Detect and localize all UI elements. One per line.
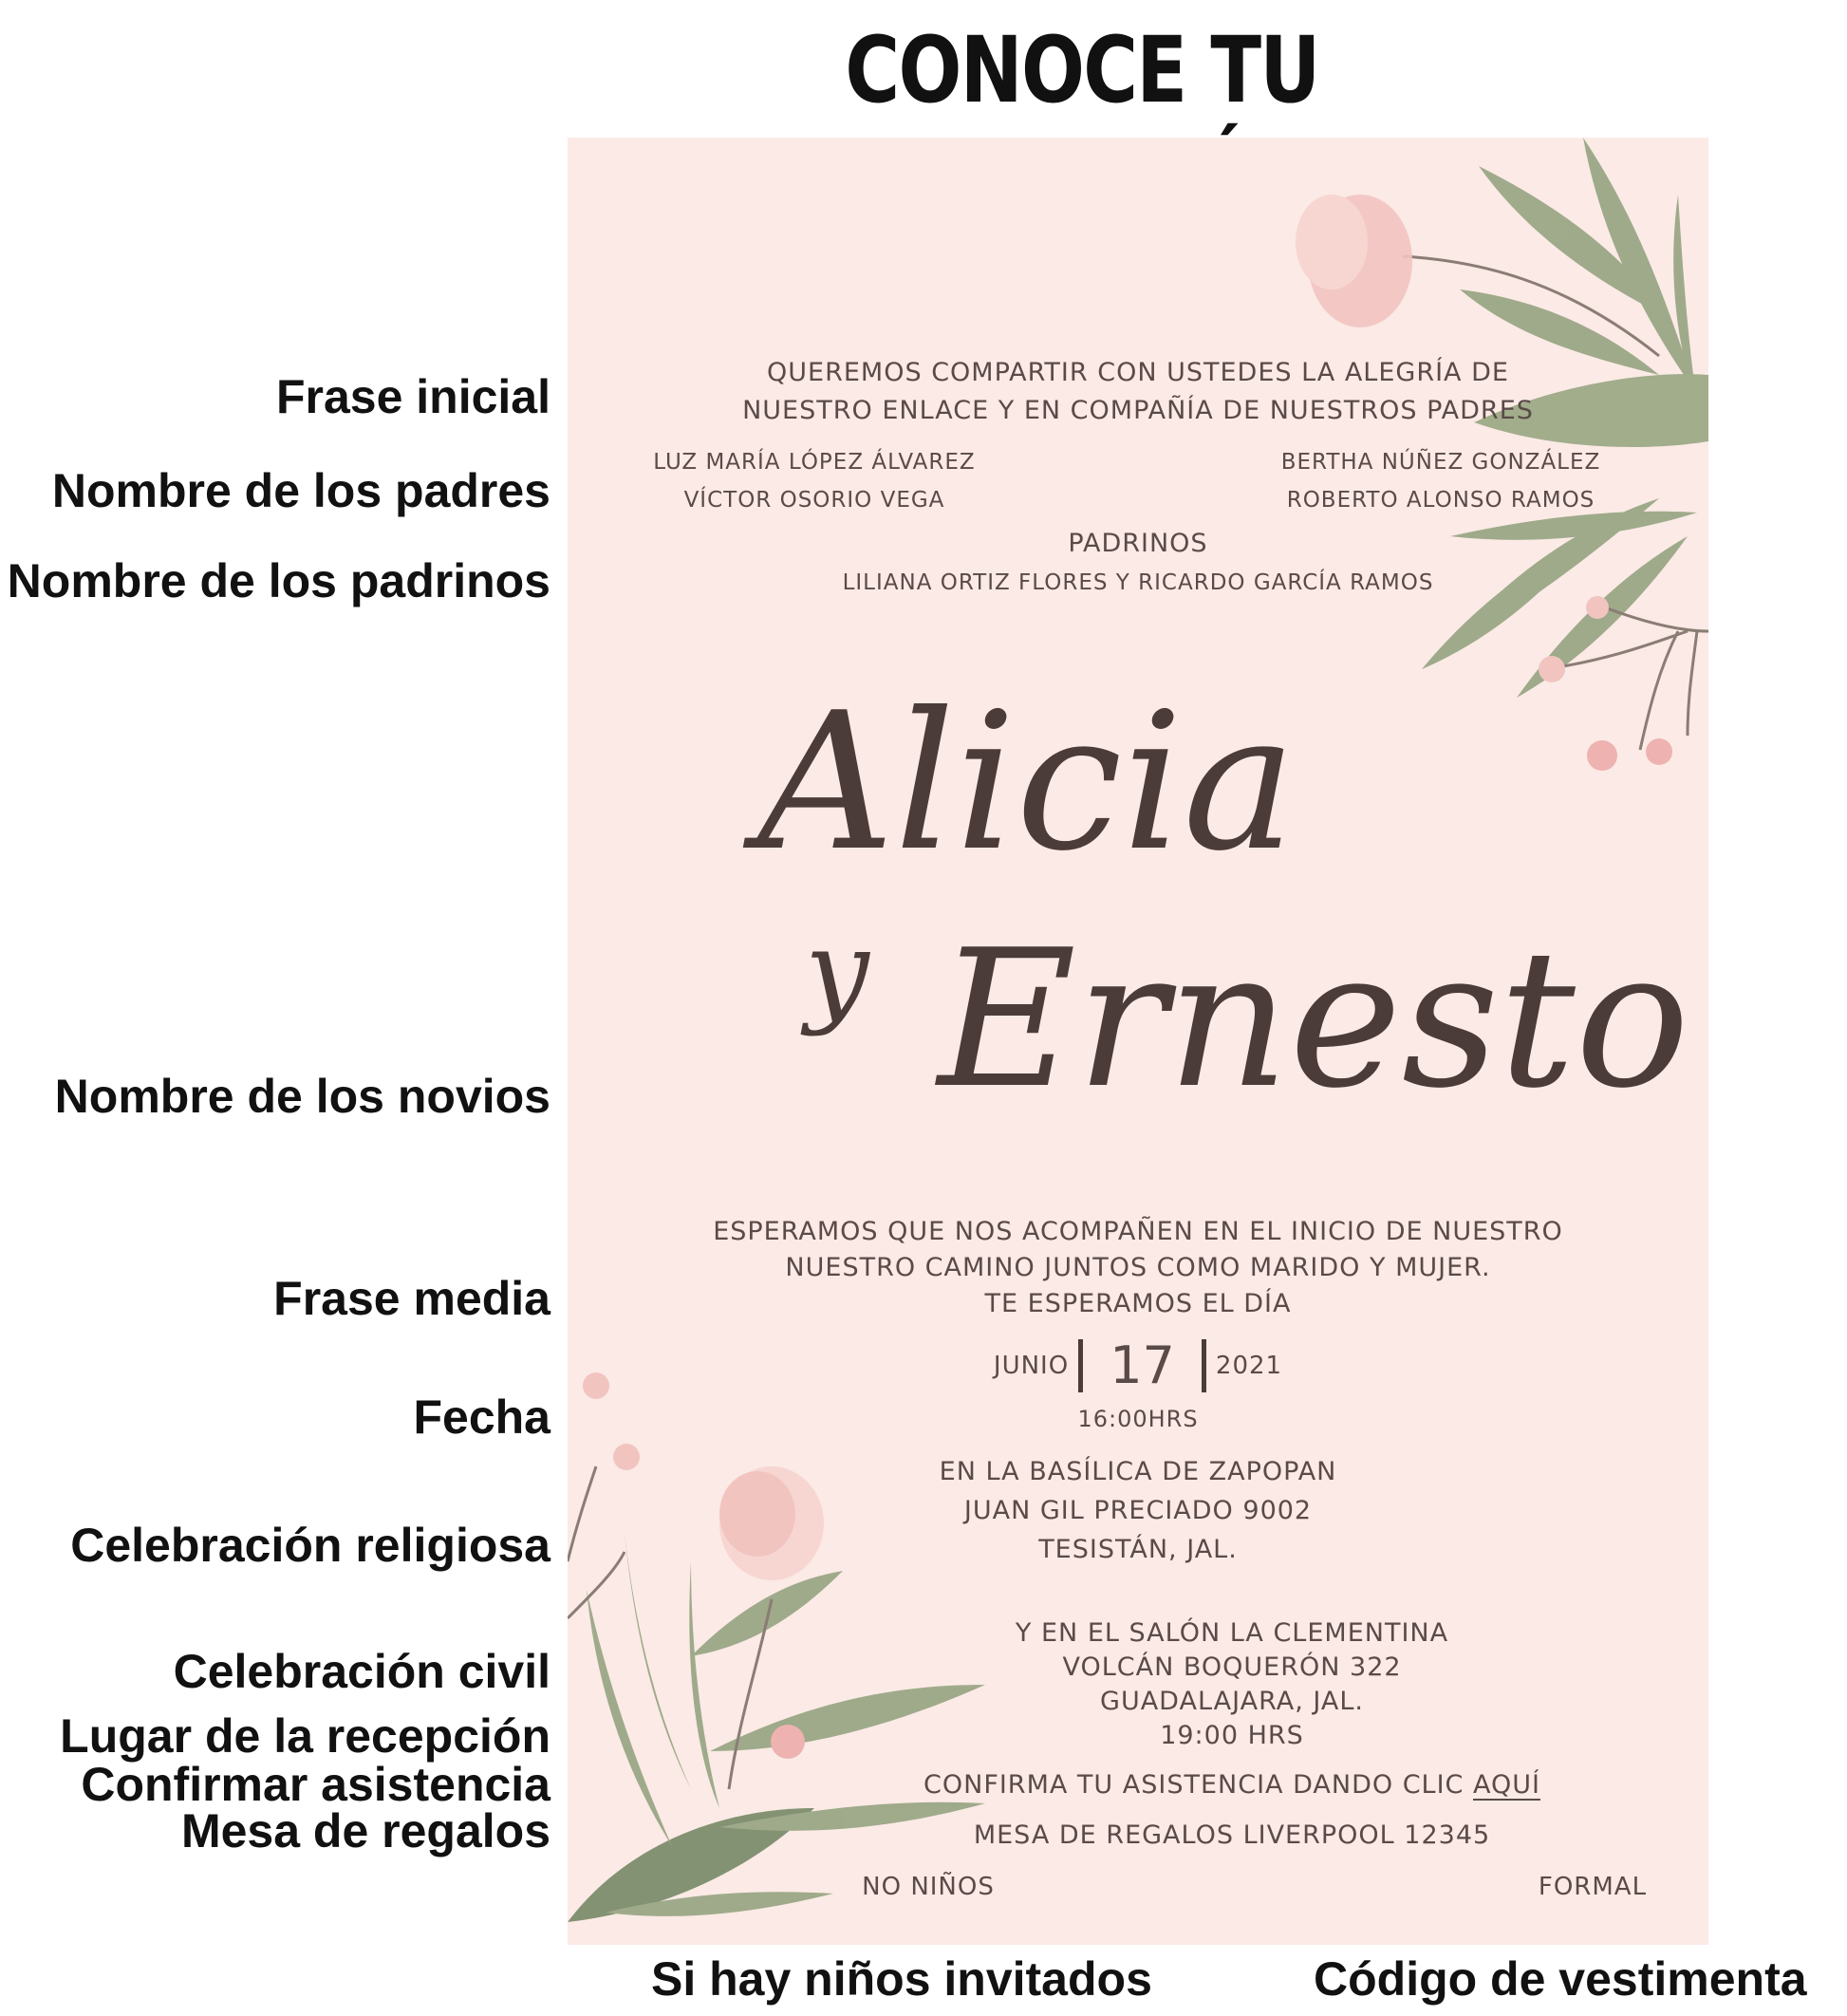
groom-name: Ernesto: [938, 909, 1690, 1130]
church-info: [568, 1452, 1708, 1569]
middle-line-1: ESPERAMOS QUE NOS ACOMPAÑEN EN EL INICIO DE NUESTRO: [713, 1217, 1563, 1246]
date-divider: [1202, 1339, 1206, 1392]
rsvp-link[interactable]: AQUÍ: [1473, 1770, 1540, 1800]
reception-info: [852, 1616, 1612, 1753]
reception-line-2: VOLCÁN BOQUERÓN 322: [1062, 1652, 1402, 1682]
invitation-card: [568, 138, 1708, 1945]
label-frase-inicial: Frase inicial: [275, 370, 550, 423]
label-lugar-recepcion: Lugar de la recepción: [60, 1709, 550, 1763]
padrinos-heading: PADRINOS: [1068, 529, 1208, 558]
reception-line-4: 19:00 HRS: [1160, 1721, 1304, 1750]
label-celebracion-civil: Celebración civil: [173, 1645, 550, 1698]
label-vestimenta: Código de vestimenta: [1314, 1952, 1807, 2006]
label-fecha: Fecha: [413, 1391, 550, 1444]
padrinos-names: LILIANA ORTIZ FLORES Y RICARDO GARCÍA RAMOS: [842, 570, 1434, 595]
intro-phrase: [568, 354, 1708, 430]
parent-name: VÍCTOR OSORIO VEGA: [683, 488, 945, 513]
intro-line-1: QUEREMOS COMPARTIR CON USTEDES LA ALEGRÍA DE: [767, 358, 1509, 387]
date-row: [568, 1335, 1708, 1395]
parents-right: [1251, 443, 1631, 519]
label-confirmar-asistencia: Confirmar asistencia: [81, 1758, 550, 1811]
parent-name: BERTHA NÚÑEZ GONZÁLEZ: [1280, 450, 1601, 475]
church-line-3: TESISTÁN, JAL.: [1038, 1535, 1238, 1564]
page-title: CONOCE TU: [845, 17, 1319, 123]
names-connector: y: [805, 906, 869, 1038]
reception-line-3: GUADALAJARA, JAL.: [1100, 1687, 1364, 1716]
parent-name: ROBERTO ALONSO RAMOS: [1286, 488, 1595, 513]
label-nombre-padres: Nombre de los padres: [51, 464, 550, 517]
bride-name: Alicia: [757, 672, 1297, 893]
gift-registry: MESA DE REGALOS LIVERPOOL 12345: [973, 1820, 1491, 1850]
label-mesa-regalos: Mesa de regalos: [180, 1804, 550, 1857]
rsvp-text: CONFIRMA TU ASISTENCIA DANDO CLIC: [924, 1770, 1465, 1800]
label-ninos: Si hay niños invitados: [651, 1952, 1152, 2006]
parent-name: LUZ MARÍA LÓPEZ ÁLVAREZ: [653, 450, 976, 475]
date-day: 17: [1110, 1335, 1175, 1395]
intro-line-2: NUESTRO ENLACE Y EN COMPAÑÍA DE NUESTROS PADRES: [742, 396, 1534, 425]
middle-line-2: NUESTRO CAMINO JUNTOS COMO MARIDO Y MUJER.: [785, 1253, 1491, 1282]
dress-code: FORMAL: [1538, 1873, 1648, 1901]
church-line-2: JUAN GIL PRECIADO 9002: [963, 1496, 1313, 1525]
date-divider: [1078, 1339, 1083, 1392]
label-nombre-padrinos: Nombre de los padrinos: [7, 554, 550, 607]
reception-line-1: Y EN EL SALÓN LA CLEMENTINA: [1015, 1618, 1449, 1648]
label-celebracion-religiosa: Celebración religiosa: [70, 1519, 550, 1572]
date-month: JUNIO: [993, 1351, 1070, 1380]
label-frase-media: Frase media: [273, 1272, 550, 1325]
label-nombre-novios: Nombre de los novios: [54, 1070, 550, 1123]
middle-phrase: [568, 1214, 1708, 1322]
middle-line-3: TE ESPERAMOS EL DÍA: [984, 1289, 1292, 1318]
rsvp-line: [852, 1770, 1612, 1800]
church-line-1: EN LA BASÍLICA DE ZAPOPAN: [939, 1457, 1337, 1486]
children-policy: NO NIÑOS: [862, 1873, 995, 1901]
date-year: 2021: [1215, 1351, 1283, 1380]
ceremony-time: 16:00HRS: [1077, 1406, 1199, 1432]
parents-left: [625, 443, 1004, 519]
